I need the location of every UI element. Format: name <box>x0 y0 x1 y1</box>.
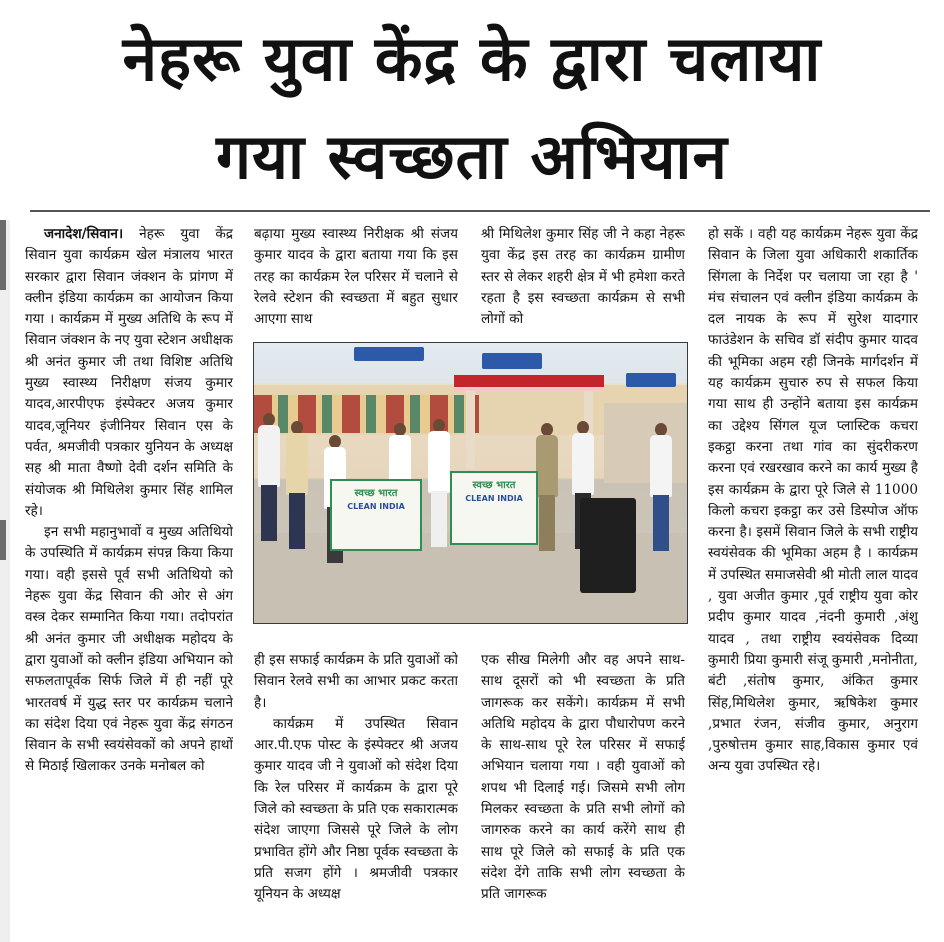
station-sign <box>482 353 542 369</box>
headline-divider <box>30 210 930 212</box>
article-column-3-bottom <box>481 650 685 940</box>
paragraph: कार्यक्रम में उपस्थित सिवान आर.पी.एफ पोस्ट के इंस्पेक्टर श्री अजय कुमार यादव जी ने युवाओं को संदेश दिया कि रेल परिसर में कार्यक्रम के द्वारा पूरे जिले को स्वच्छता के प्रति एक सकारात्मक संदेश जाएगा जिससे पूरे जिले के लोग प्रभावित होंगे और निष्ठा पूर्वक स्वच्छता के प्रति सजग होंगे । श्रमजीवी पत्रकार यूनियन के अध्यक्ष <box>254 715 458 903</box>
clean-india-banner: स्वच्छ भारत CLEAN INDIA <box>330 479 422 551</box>
dateline: जनादेश/सिवान। <box>44 226 124 242</box>
station-arches <box>254 395 479 433</box>
paragraph: इन सभी महानुभावों व मुख्य अतिथियो के उपस्थिति में कार्यक्रम संपन्न किया किया गया। वही इससे पूर्व सभी अतिथियो को नेहरू युवा केंद्र सिवान की ओर से अंग वस्त्र देकर सम्मानित किया गया। तदोपरांत श्री अनंत कुमार जी अधीक्षक महोदय के द्वारा युवाओं को क्लीन इंडिया अभियान को सफलतापूर्वक सिर्फ जिले में ही नहीं पूरे भारतवर्ष में युद्ध स्तर पर कार्यक्रम चलाने का संदेश दिया एवं नेहरू युवा केंद्र संगठन सिवान के सभी स्वयंसेवकों को अपने हाथों से मिठाई खिलाकर उनके मनोबल को <box>25 524 233 775</box>
news-photo <box>253 342 688 624</box>
station-canopy <box>454 375 604 387</box>
article-column-3-top <box>481 224 685 334</box>
adjacent-page-edge <box>0 220 10 942</box>
article-column-4 <box>708 224 918 940</box>
station-sign <box>354 347 424 361</box>
station-sign <box>626 373 676 387</box>
article-column-2-top <box>254 224 458 334</box>
paragraph <box>25 224 233 522</box>
article-column-1 <box>25 224 233 940</box>
paragraph: ही इस सफाई कार्यक्रम के प्रति युवाओं को सिवान रेलवे सभी का आभार प्रकट करता है। <box>254 652 458 711</box>
paragraph: एक सीख मिलेगी और वह अपने साथ-साथ दूसरों को भी स्वच्छता के प्रति जागरूक कर सकेंगे। कार्यक्रम में सभी अतिथि महोदय के द्वारा पौधारोपण करने के साथ-साथ पूरे रेल परिसर में सफाई अभियान चलाया गया । वही युवाओं को शपथ भी दिलाई गई। जिसमे सभी लोग मिलकर स्वच्छता के प्रति सभी लोगों को जागरुक करने का कार्य करेंगे साथ ही साथ पूरे जिले को सफाई के प्रति एक संदेश देंगे ताकि सभी लोग स्वच्छता के प्रति जागरूक <box>481 652 685 903</box>
article-column-2-bottom <box>254 650 458 940</box>
garbage-bin <box>580 498 636 593</box>
headline-line-2: गया स्वच्छता अभियान <box>216 120 728 193</box>
paragraph-text: नेहरू युवा केंद्र सिवान युवा कार्यक्रम खेल मंत्रालय भारत सरकार द्वारा सिवान जंक्शन के प्रांगण में क्लीन इंडिया कार्यक्रम का आयोजन किया गया । कार्यक्रम में मुख्य अतिथि के रूप में सिवान जंक्शन के नए युवा स्टेशन अधीक्षक श्री अनंत कुमार जी तथा विशिष्ट अतिथि मुख्य स्वास्थ्य निरीक्षण संजय कुमार यादव,आरपीएफ इंस्पेक्टर अजय कुमार यादव,जूनियर इंजीनियर सिवान एस के पर्वत, श्रमजीवी पत्रकार युनियन के अध्यक्ष सह श्री माता वैष्णो देवी दर्शन समिति के संयोजक श्री मिथिलेश कुमार सिंह शामिल रहे। <box>25 226 233 519</box>
headline-line-1: नेहरू युवा केंद्र के द्वारा चलाया <box>122 22 822 95</box>
paragraph: श्री मिथिलेश कुमार सिंह जी ने कहा नेहरू युवा केंद्र इस तरह का कार्यक्रम ग्रामीण स्तर से लेकर शहरी क्षेत्र में भी हमेशा करते रहता है इस स्वच्छता कार्यक्रम से सभी लोगों को <box>481 226 685 328</box>
paragraph: हो सकें । वही यह कार्यक्रम नेहरू युवा केंद्र सिवान के जिला युवा अधिकारी शकार्तिक सिंगला के निर्देश पर चलाया जा रहा है ' मंच संचालन एवं क्लीन इंडिया कार्यक्रम के दल नायक के रूप में सुरेश यादगार फाउंडेशन के सचिव डॉ संदीप कुमार यादव की भूमिका अहम रही जिनके मार्गदर्शन में यह कार्यक्रम सुचारु रुप से सफल किया गया साथ ही उन्होंने बताया इस कार्यक्रम का उद्देश्य सिंगल यूज प्लास्टिक कचरा इकट्ठा करना तथा गांव का सुंदरीकरण करना एवं रखरखाव करने का कार्य मुख्य है इस कार्यक्रम के द्वारा पूरे जिले से 11000 किलो कचरा इकट्ठा कर उसे डिस्पोज ऑफ करना है। इसमें सिवान जिले के सभी राष्ट्रीय स्वयंसेवक की भूमिका अहम है । कार्यक्रम में उपस्थित समाजसेवी श्री मोती लाल यादव , युवा अजीत कुमार ,पूर्व राष्ट्रीय युवा कोर प्रदीप कुमार यादव ,नंदनी कुमारी ,अंशु यादव , तथा राष्ट्रीय स्वयंसेवक दिव्या कुमारी प्रिया कुमारी संजू कुमारी ,मनोनीता, बंटी ,संतोष कुमार, अंकित कुमार सिंह,मिथिलेश कुमार, ऋषिकेश कुमार ,प्रभात रंजन, संजीव कुमार, अनुराग ,पुरुषोत्तम कुमार साह,विकास कुमार एवं अन्य युवा उपस्थित रहे। <box>708 226 918 775</box>
clean-india-banner: स्वच्छ भारत CLEAN INDIA <box>450 471 538 545</box>
paragraph: बढ़ाया मुख्य स्वास्थ्य निरीक्षक श्री संजय कुमार यादव के द्वारा बताया गया कि इस तरह का कार्यक्रम रेल परिसर में चलाने से रेलवे स्टेशन की स्वच्छता में बहुत सुधार आएगा साथ <box>254 226 458 328</box>
